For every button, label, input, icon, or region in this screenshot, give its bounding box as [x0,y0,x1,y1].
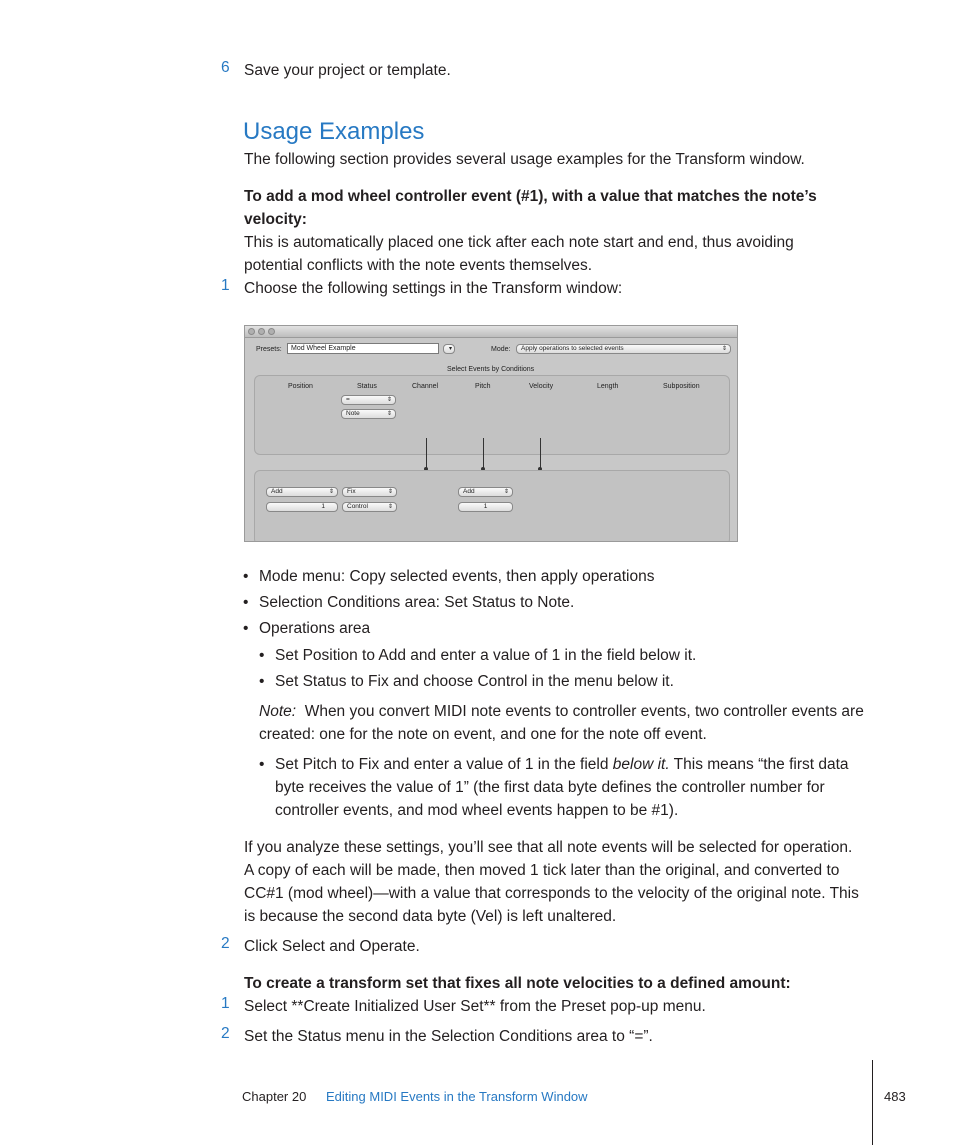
mode-value: Apply operations to selected events [521,345,624,352]
bullet-text: Operations area [259,620,371,637]
page-number: 483 [884,1089,906,1104]
transform-window-screenshot [244,325,738,542]
step-text: Click Select and Operate. [244,938,420,955]
list-item: • Selection Conditions area: Set Status to Note. [243,594,575,611]
list-item: • Operations area [243,620,371,637]
bullet-text: Set Pitch to Fix and enter a value of 1 in the field [275,756,613,773]
list-item: • Set Pitch to Fix and enter a value of 1 in the field below it. This means “the first data byte receives the value of 1” (the first data byte defines the controller number for controller events, and mod wheel events happen to be #1). [259,756,849,819]
mode-label: Mode: [491,346,511,353]
column-header: Velocity [529,383,554,390]
task-title: To create a transform set that fixes all note velocities to a defined amount: [244,975,791,992]
step-number: 6 [221,59,230,76]
task-description: This is automatically placed one tick after each note start and end, thus avoiding potential conflicts with the note events themselves. [244,234,794,274]
pitch-value: 1 [483,503,488,510]
section-heading: Usage Examples [243,118,425,145]
list-item: • Mode menu: Copy selected events, then apply operations [243,568,655,585]
bullet-text: Selection Conditions area: Set Status to Note. [259,594,575,611]
bullet-text: This means “the first data byte receives the value of 1” (the first data byte defines the controller number for controller events, and mod wheel events happen to be #1). [275,756,849,819]
position-operation-value: Add [271,488,283,495]
status-condition-value: = [346,396,350,403]
column-header: Status [357,383,377,390]
column-header: Length [597,383,619,390]
bullet-text: Set Status to Fix and choose Control in the menu below it. [275,673,674,690]
pitch-operation-menu: Add ⇕ [458,487,513,497]
task-title: To add a mod wheel controller event (#1), with a value that matches the note’s velocity: [244,188,817,228]
column-header: Subposition [663,383,700,390]
footer-chapter-title: Editing MIDI Events in the Transform Window [326,1089,588,1104]
status-value-menu: Note ⇕ [341,409,396,419]
column-header: Pitch [475,383,491,390]
step-number: 1 [221,277,230,294]
status-operation-target: Control [347,503,368,510]
position-value-field [266,502,338,512]
close-icon [248,328,255,335]
step-number: 1 [221,995,230,1012]
bullet-emphasis: below it. [612,756,670,773]
position-operation-menu: Add ⇕ [266,487,338,497]
status-value: Note [346,410,360,417]
note-paragraph [259,700,871,746]
conditions-title: Select Events by Conditions [447,366,535,373]
step-text: Save your project or template. [244,62,451,79]
note-text: When you convert MIDI note events to controller events, two controller events are created: one for the note on event, and one for the note off event. [259,703,864,743]
minimize-icon [258,328,265,335]
footer-divider [872,1060,873,1145]
status-operation-value: Fix [347,488,356,495]
mode-menu: Apply operations to selected events ⇕ [516,344,731,354]
step-text: Set the Status menu in the Selection Conditions area to “=”. [244,1028,653,1045]
bullet-text: Mode menu: Copy selected events, then apply operations [259,568,655,585]
conditions-panel [254,375,730,455]
bullet-text: Set Position to Add and enter a value of 1 in the field below it. [275,647,697,664]
column-header: Channel [412,383,439,390]
pitch-value-field [458,502,513,512]
list-item: • Set Position to Add and enter a value of 1 in the field below it. [259,647,697,664]
step-text: Select **Create Initialized User Set** from the Preset pop-up menu. [244,998,706,1015]
list-item: • Set Status to Fix and choose Control in the menu below it. [259,673,674,690]
intro-paragraph: The following section provides several usage examples for the Transform window. [244,151,805,168]
step-number: 2 [221,935,230,952]
status-condition-menu: = ⇕ [341,395,396,405]
footer-chapter: Chapter 20 [242,1089,307,1104]
zoom-icon [268,328,275,335]
position-value: 1 [321,503,325,510]
status-operation-menu: Fix ⇕ [342,487,397,497]
presets-label: Presets: [256,346,282,353]
step-text: Choose the following settings in the Transform window: [244,280,623,297]
preset-field: Mod Wheel Example [287,343,439,354]
step-number: 2 [221,1025,230,1042]
preset-menu-button: ▾ [443,344,455,354]
status-operation-value-menu: Control ⇕ [342,502,397,512]
pitch-operation-value: Add [463,488,475,495]
note-label: Note: [259,703,297,720]
analysis-paragraph: If you analyze these settings, you’ll see that all note events will be selected for operation. A copy of each will be made, then moved 1 tick later than the original, and converted to CC#1 (mod wheel)—with a value that corresponds to the velocity of the original note. This is because the second data byte (Vel) is left unaltered. [244,839,859,925]
column-header: Position [288,383,313,390]
window-titlebar [245,326,737,338]
